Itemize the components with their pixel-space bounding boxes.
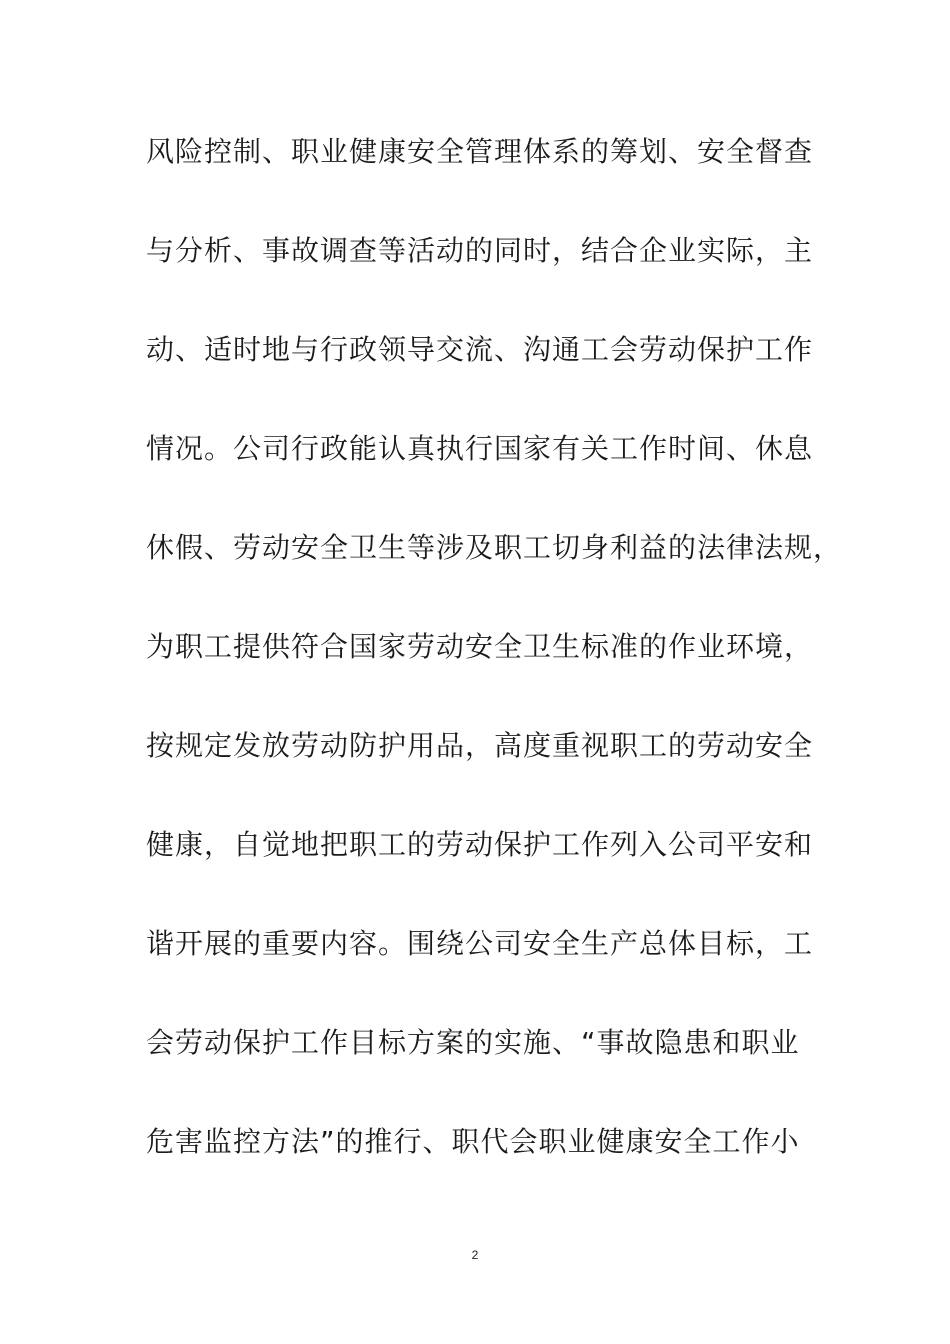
body-text-line: 健康，自觉地把职工的劳动保护工作列入公司平安和 (146, 828, 814, 861)
body-text-line: 谐开展的重要内容。围绕公司安全生产总体目标，工 (146, 927, 814, 960)
body-text-line: 休假、劳动安全卫生等涉及职工切身利益的法律法规， (146, 531, 843, 564)
page-number: 2 (471, 1248, 479, 1262)
body-text-line: 风险控制、职业健康安全管理体系的筹划、安全督查 (146, 135, 814, 168)
body-text-line: 为职工提供符合国家劳动安全卫生标准的作业环境， (146, 630, 814, 663)
body-text-line: 危害监控方法”的推行、职代会职业健康安全工作小 (146, 1125, 800, 1158)
body-text-line: 按规定发放劳动防护用品，高度重视职工的劳动安全 (146, 729, 814, 762)
body-text-line: 会劳动保护工作目标方案的实施、“事故隐患和职业 (146, 1026, 800, 1059)
body-text-line: 与分析、事故调查等活动的同时，结合企业实际，主 (146, 234, 814, 267)
body-text-line: 情况。公司行政能认真执行国家有关工作时间、休息 (146, 432, 814, 465)
body-text-line: 动、适时地与行政领导交流、沟通工会劳动保护工作 (146, 333, 814, 366)
